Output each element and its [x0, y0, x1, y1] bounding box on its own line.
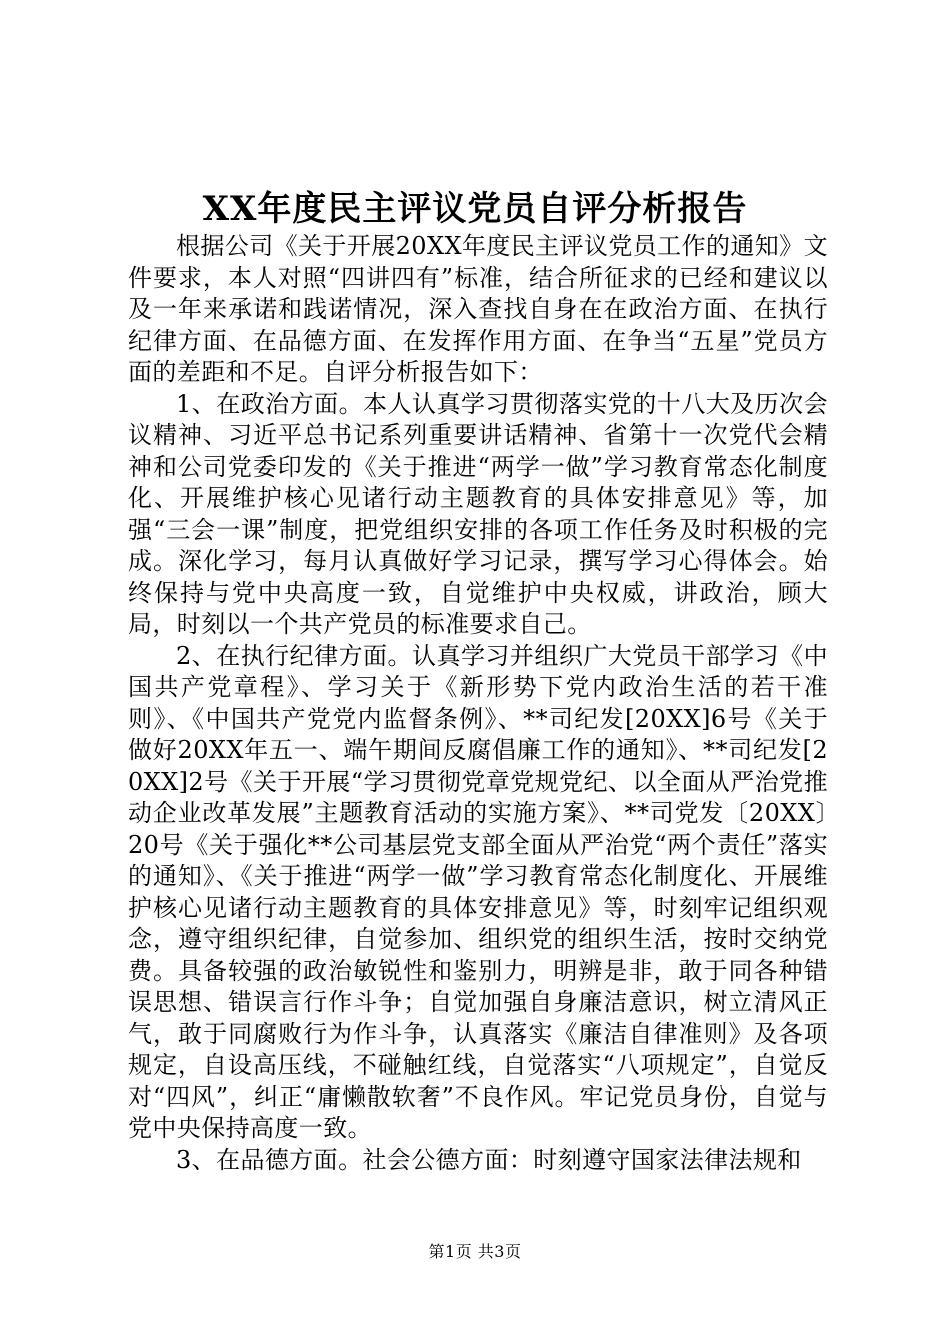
discipline-paragraph: 2、在执行纪律方面。认真学习并组织广大党员干部学习《中国共产党章程》、学习关于《新形势下党内政治生活的若干准则》、《中国共产党党内监督条例》、**司纪发[20XX]6号《关于做好20XX年五一、端午期间反腐倡廉工作的通知》、**司纪发[20XX]2号《关于开展“学习贯彻党章党规党纪、以全面从严治党推动企业改革发展”主题教育活动的实施方案》、**司党发〔20XX〕20号《关于强化**公司基层党支部全面从严治党“两个责任”落实的通知》、《关于推进“两学一做”学习教育常态化制度化、开展维护核心见诸行动主题教育的具体安排意见》等，时刻牢记组织观念，遵守组织纪律，自觉参加、组织党的组织生活，按时交纳党费。具备较强的政治敏锐性和鉴别力，明辨是非，敢于同各种错误思想、错误言行作斗争；自觉加强自身廉洁意识，树立清风正气，敢于同腐败行为作斗争，认真落实《廉洁自律准则》及各项规定，自设高压线，不碰触红线，自觉落实“八项规定”，自觉反对“四风”，纠正“庸懒散软奢”不良作风。牢记党员身份，自觉与党中央保持高度一致。: [128, 641, 828, 1142]
intro-paragraph: 根据公司《关于开展20XX年度民主评议党员工作的通知》文件要求，本人对照“四讲四有”标准，结合所征求的已经和建议以及一年来承诺和践诺情况，深入查找自身在在政治方面、在执行纪律方面、在品德方面、在发挥作用方面、在争当“五星”党员方面的差距和不足。自评分析报告如下：: [128, 232, 828, 386]
morality-paragraph: 3、在品德方面。社会公德方面：时刻遵守国家法律法规和: [176, 1145, 802, 1174]
politics-paragraph: 1、在政治方面。本人认真学习贯彻落实党的十八大及历次会议精神、习近平总书记系列重要讲话精神、省第十一次党代会精神和公司党委印发的《关于推进“两学一做”学习教育常态化制度化、开展维护核心见诸行动主题教育的具体安排意见》等，加强“三会一课”制度，把党组织安排的各项工作任务及时积极的完成。深化学习，每月认真做好学习记录，撰写学习心得体会。始终保持与党中央高度一致，自觉维护中央权威，讲政治，顾大局，时刻以一个共产党员的标准要求自己。: [128, 389, 828, 638]
document-body: [128, 231, 828, 1176]
document-title: XX年度民主评议党员自评分析报告: [202, 189, 748, 229]
page-number-footer: 第1页 共3页: [428, 1242, 522, 1261]
